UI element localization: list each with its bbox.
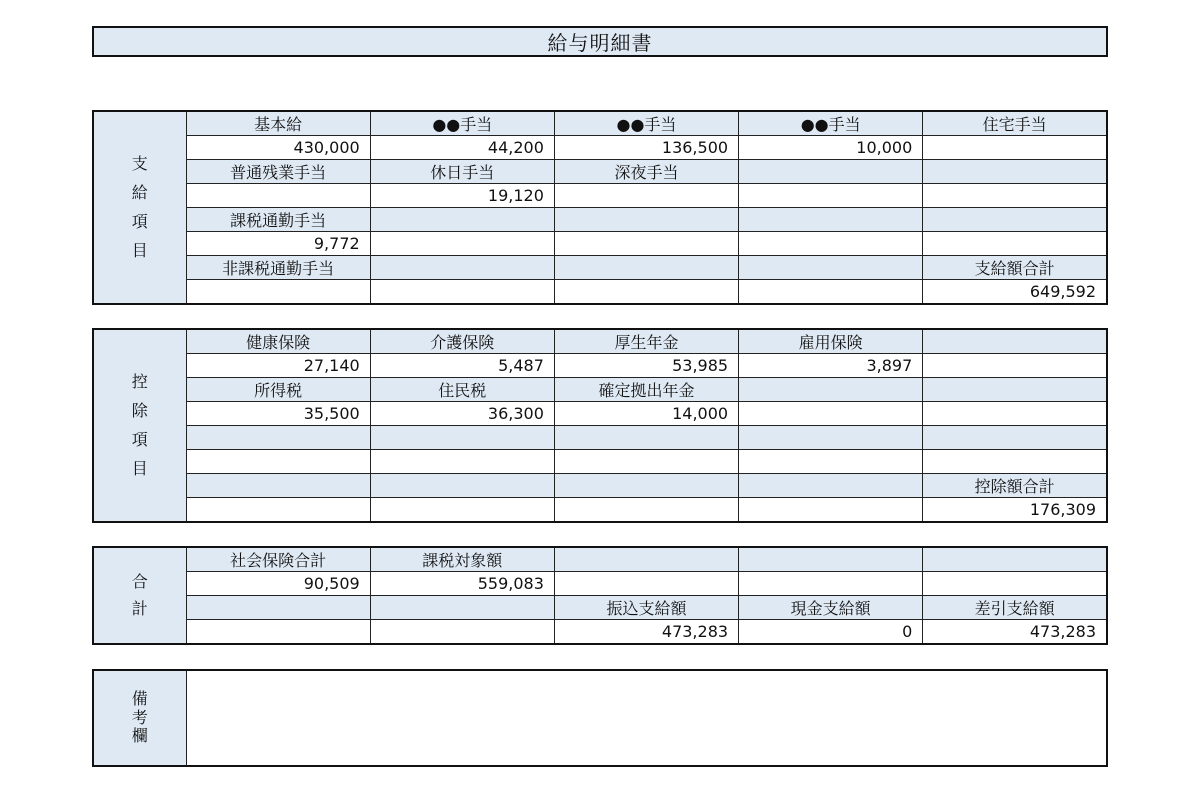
- deduction-side-label: [93, 329, 186, 522]
- remarks-field[interactable]: [186, 670, 1107, 766]
- item-value[interactable]: 649,592: [923, 280, 1107, 304]
- item-label: [186, 426, 370, 450]
- item-value[interactable]: 10,000: [739, 136, 923, 160]
- side-char: 控: [131, 371, 148, 391]
- item-value[interactable]: 430,000: [186, 136, 370, 160]
- totals-table: [92, 546, 1108, 645]
- item-label: [370, 474, 554, 498]
- value-row: [93, 572, 1107, 596]
- item-value[interactable]: 5,487: [370, 354, 554, 378]
- item-value[interactable]: [370, 280, 554, 304]
- totals-side-label: [93, 547, 186, 644]
- item-value[interactable]: 27,140: [186, 354, 370, 378]
- label-row: [93, 596, 1107, 620]
- item-value[interactable]: 44,200: [370, 136, 554, 160]
- item-label: 振込支給額: [554, 596, 738, 620]
- remarks-table: [92, 669, 1108, 767]
- item-label: [554, 426, 738, 450]
- item-value[interactable]: 19,120: [370, 184, 554, 208]
- item-label: [739, 474, 923, 498]
- item-label: [370, 256, 554, 280]
- item-value[interactable]: [923, 450, 1107, 474]
- item-label: [554, 474, 738, 498]
- label-row: [93, 547, 1107, 572]
- label-row: [93, 474, 1107, 498]
- item-label: 休日手当: [370, 160, 554, 184]
- value-row: [93, 184, 1107, 208]
- item-value[interactable]: 14,000: [554, 402, 738, 426]
- item-value[interactable]: 473,283: [554, 620, 738, 644]
- value-row: [93, 354, 1107, 378]
- side-char: 欄: [131, 726, 148, 746]
- side-char: 合: [131, 571, 148, 591]
- page-title: [92, 26, 1108, 57]
- item-value[interactable]: [554, 498, 738, 522]
- item-label: 深夜手当: [554, 160, 738, 184]
- value-row: [93, 280, 1107, 304]
- item-label: [370, 426, 554, 450]
- item-value[interactable]: [186, 280, 370, 304]
- item-label: 非課税通勤手当: [186, 256, 370, 280]
- payment-body: [93, 111, 1107, 304]
- item-value[interactable]: [370, 620, 554, 644]
- remarks-side-label: [93, 670, 186, 766]
- item-value[interactable]: [739, 498, 923, 522]
- item-value[interactable]: 3,897: [739, 354, 923, 378]
- item-label: [739, 547, 923, 572]
- item-label: [923, 426, 1107, 450]
- item-value[interactable]: [370, 450, 554, 474]
- item-value[interactable]: [923, 354, 1107, 378]
- item-value[interactable]: [370, 498, 554, 522]
- title-text: 給与明細書: [547, 31, 653, 55]
- item-value[interactable]: [186, 620, 370, 644]
- item-value[interactable]: 0: [739, 620, 923, 644]
- totals-body: [93, 547, 1107, 644]
- item-label: 住宅手当: [923, 111, 1107, 136]
- item-label: [739, 426, 923, 450]
- item-label: ●●手当: [739, 111, 923, 136]
- label-row: [93, 329, 1107, 354]
- item-value[interactable]: 136,500: [554, 136, 738, 160]
- side-char: 項: [131, 429, 148, 449]
- label-row: [93, 378, 1107, 402]
- side-char: 給: [131, 182, 148, 202]
- side-char: 考: [131, 707, 148, 727]
- item-value[interactable]: 90,509: [186, 572, 370, 596]
- item-label: 雇用保険: [739, 329, 923, 354]
- label-row: [93, 256, 1107, 280]
- item-value[interactable]: 9,772: [186, 232, 370, 256]
- item-value[interactable]: 36,300: [370, 402, 554, 426]
- item-value[interactable]: 35,500: [186, 402, 370, 426]
- item-label: [554, 256, 738, 280]
- item-label: 現金支給額: [739, 596, 923, 620]
- value-row: [93, 450, 1107, 474]
- item-label: [554, 547, 738, 572]
- item-label: [186, 596, 370, 620]
- item-value[interactable]: [186, 450, 370, 474]
- value-row: [93, 402, 1107, 426]
- item-value[interactable]: 559,083: [370, 572, 554, 596]
- item-value[interactable]: [923, 136, 1107, 160]
- item-value[interactable]: [554, 184, 738, 208]
- value-row: [93, 136, 1107, 160]
- item-value[interactable]: [739, 572, 923, 596]
- item-label: 支給額合計: [923, 256, 1107, 280]
- item-label: ●●手当: [554, 111, 738, 136]
- item-value[interactable]: 473,283: [923, 620, 1107, 644]
- item-label: 所得税: [186, 378, 370, 402]
- deduction-table: [92, 328, 1108, 523]
- item-label: 課税対象額: [370, 547, 554, 572]
- side-char: 項: [131, 211, 148, 231]
- item-value[interactable]: [923, 402, 1107, 426]
- value-row: [93, 620, 1107, 644]
- side-char: 計: [131, 598, 148, 618]
- item-value[interactable]: [923, 184, 1107, 208]
- item-label: [370, 596, 554, 620]
- item-label: [739, 256, 923, 280]
- item-label: 普通残業手当: [186, 160, 370, 184]
- item-label: [186, 474, 370, 498]
- side-char: 目: [131, 458, 148, 478]
- side-char: 目: [131, 240, 148, 260]
- item-label: ●●手当: [370, 111, 554, 136]
- remarks-row: [93, 670, 1107, 766]
- item-value[interactable]: [923, 232, 1107, 256]
- item-label: [739, 378, 923, 402]
- item-value[interactable]: [554, 280, 738, 304]
- item-label: [739, 208, 923, 232]
- side-char: 支: [131, 153, 148, 173]
- value-row: [93, 498, 1107, 522]
- item-label: 住民税: [370, 378, 554, 402]
- item-label: [923, 378, 1107, 402]
- item-label: [923, 160, 1107, 184]
- item-label: 控除額合計: [923, 474, 1107, 498]
- label-row: [93, 111, 1107, 136]
- label-row: [93, 426, 1107, 450]
- item-value[interactable]: [739, 402, 923, 426]
- item-value[interactable]: 176,309: [923, 498, 1107, 522]
- item-label: 健康保険: [186, 329, 370, 354]
- side-char: 備: [131, 689, 148, 709]
- item-label: 社会保険合計: [186, 547, 370, 572]
- item-label: [923, 329, 1107, 354]
- item-label: 差引支給額: [923, 596, 1107, 620]
- item-value[interactable]: [554, 232, 738, 256]
- item-value[interactable]: [554, 572, 738, 596]
- payment-side-label: [93, 111, 186, 304]
- item-value[interactable]: 53,985: [554, 354, 738, 378]
- item-label: [923, 547, 1107, 572]
- value-row: [93, 232, 1107, 256]
- item-label: 基本給: [186, 111, 370, 136]
- item-value[interactable]: [739, 280, 923, 304]
- side-char: 除: [131, 400, 148, 420]
- item-value[interactable]: [370, 232, 554, 256]
- item-value[interactable]: [739, 232, 923, 256]
- item-value[interactable]: [923, 572, 1107, 596]
- label-row: [93, 208, 1107, 232]
- label-row: [93, 160, 1107, 184]
- item-label: [739, 160, 923, 184]
- deduction-body: [93, 329, 1107, 522]
- item-value[interactable]: [739, 184, 923, 208]
- item-label: 確定拠出年金: [554, 378, 738, 402]
- item-label: 介護保険: [370, 329, 554, 354]
- item-label: [370, 208, 554, 232]
- item-value[interactable]: [554, 450, 738, 474]
- payment-table: [92, 110, 1108, 305]
- item-label: 厚生年金: [554, 329, 738, 354]
- item-value[interactable]: [186, 184, 370, 208]
- item-label: [923, 208, 1107, 232]
- item-label: [554, 208, 738, 232]
- item-value[interactable]: [739, 450, 923, 474]
- item-label: 課税通勤手当: [186, 208, 370, 232]
- item-value[interactable]: [186, 498, 370, 522]
